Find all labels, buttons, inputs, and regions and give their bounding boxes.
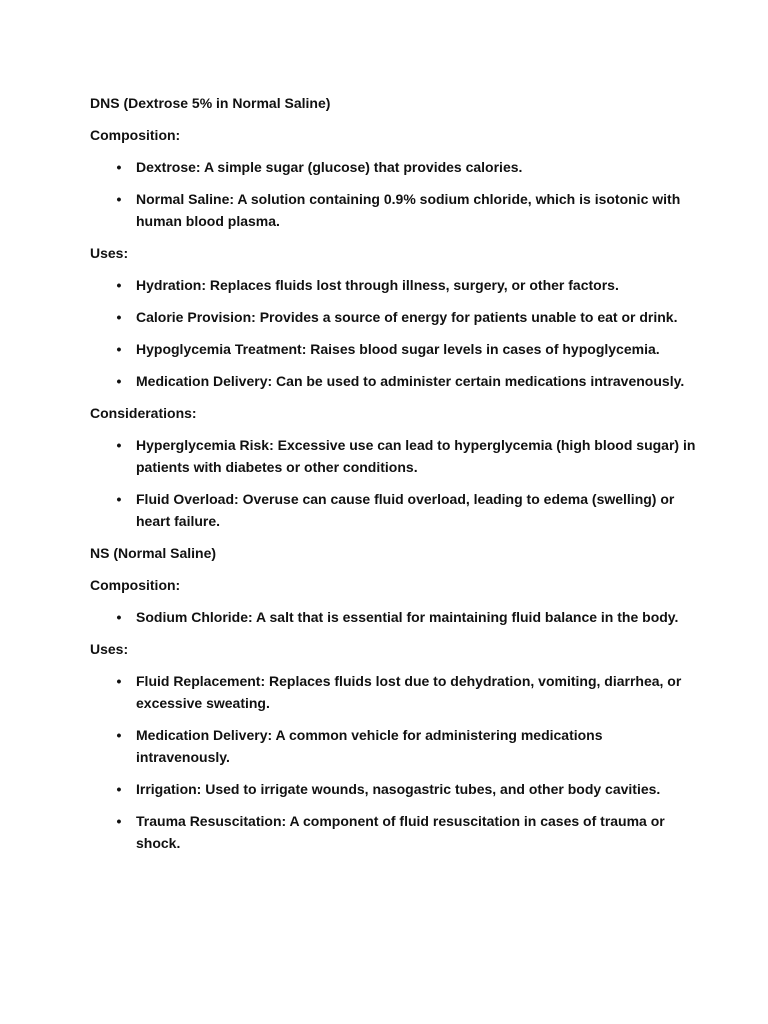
subsection-heading-uses: Uses:	[90, 245, 129, 261]
bullet-icon: •	[116, 373, 122, 389]
list-item	[90, 306, 700, 328]
bullet-icon: •	[116, 159, 122, 175]
list-item	[90, 778, 700, 800]
document-page	[90, 92, 700, 864]
list-item-text: Hyperglycemia Risk: Excessive use can lead to hyperglycemia (high blood sugar) in patients with diabetes or other conditions.	[136, 437, 696, 475]
bullet-icon: •	[116, 277, 122, 293]
bullet-icon: •	[116, 781, 122, 797]
bullet-icon: •	[116, 309, 122, 325]
list-item	[90, 670, 700, 714]
list-item	[90, 188, 700, 232]
list-item-text: Fluid Overload: Overuse can cause fluid overload, leading to edema (swelling) or heart failure.	[136, 491, 675, 529]
list-item-text: Dextrose: A simple sugar (glucose) that provides calories.	[136, 159, 523, 175]
bullet-list	[90, 606, 700, 628]
list-item	[90, 370, 700, 392]
bullet-list	[90, 156, 700, 232]
list-item	[90, 338, 700, 360]
list-item	[90, 606, 700, 628]
list-item-text: Normal Saline: A solution containing 0.9% sodium chloride, which is isotonic with human blood plasma.	[136, 191, 681, 229]
bullet-icon: •	[116, 673, 122, 689]
bullet-icon: •	[116, 437, 122, 453]
list-item	[90, 810, 700, 854]
bullet-list	[90, 434, 700, 532]
bullet-icon: •	[116, 491, 122, 507]
subsection-heading-uses: Uses:	[90, 641, 129, 657]
list-item	[90, 488, 700, 532]
list-item	[90, 724, 700, 768]
list-item-text: Calorie Provision: Provides a source of energy for patients unable to eat or drink.	[136, 309, 678, 325]
list-item-text: Irrigation: Used to irrigate wounds, nasogastric tubes, and other body cavities.	[136, 781, 661, 797]
subsection-heading-composition: Composition:	[90, 127, 181, 143]
list-item-text: Fluid Replacement: Replaces fluids lost due to dehydration, vomiting, diarrhea, or excessive sweating.	[136, 673, 682, 711]
list-item-text: Hypoglycemia Treatment: Raises blood sugar levels in cases of hypoglycemia.	[136, 341, 660, 357]
bullet-icon: •	[116, 727, 122, 743]
bullet-icon: •	[116, 609, 122, 625]
bullet-icon: •	[116, 191, 122, 207]
bullet-icon: •	[116, 341, 122, 357]
bullet-list	[90, 274, 700, 392]
list-item	[90, 156, 700, 178]
list-item-text: Hydration: Replaces fluids lost through illness, surgery, or other factors.	[136, 277, 619, 293]
list-item	[90, 434, 700, 478]
list-item-text: Medication Delivery: A common vehicle for administering medications intravenously.	[136, 727, 603, 765]
bullet-icon: •	[116, 813, 122, 829]
bullet-list	[90, 670, 700, 854]
list-item-text: Medication Delivery: Can be used to administer certain medications intravenously.	[136, 373, 685, 389]
subsection-heading-composition: Composition:	[90, 577, 181, 593]
section-title-dns: DNS (Dextrose 5% in Normal Saline)	[90, 95, 331, 111]
list-item-text: Sodium Chloride: A salt that is essential for maintaining fluid balance in the body.	[136, 609, 679, 625]
subsection-heading-considerations: Considerations:	[90, 405, 197, 421]
list-item-text: Trauma Resuscitation: A component of fluid resuscitation in cases of trauma or shock.	[136, 813, 665, 851]
section-title-ns: NS (Normal Saline)	[90, 545, 217, 561]
list-item	[90, 274, 700, 296]
